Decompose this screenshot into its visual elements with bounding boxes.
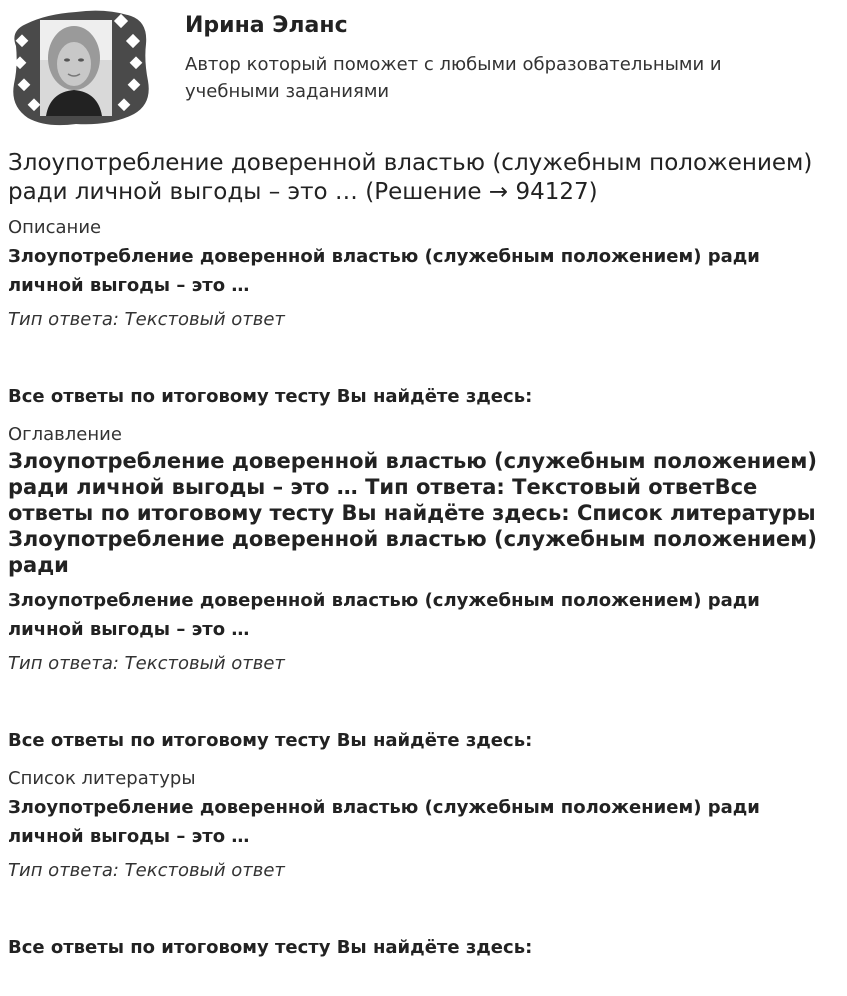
literature-label: Список литературы bbox=[8, 768, 196, 789]
page-title: Злоупотребление доверенной властью (служебным положением) ради личной выгоды – это … (Решение → 94127) bbox=[8, 150, 813, 205]
toc-question: Злоупотребление доверенной властью (служебным положением) ради личной выгоды – это … bbox=[8, 590, 760, 640]
literature-question: Злоупотребление доверенной властью (служебным положением) ради личной выгоды – это … bbox=[8, 797, 760, 847]
toc-title: Злоупотребление доверенной властью (служебным положением) ради личной выгоды – это … Тип ответа: Текстовый ответВсе ответы по итоговому тесту Вы найдёте здесь: Список литературы Злоупотребление доверенной властью (служебным положением) ради bbox=[8, 449, 818, 577]
literature-all-answers: Все ответы по итоговому тесту Вы найдёте здесь: bbox=[8, 937, 533, 958]
toc-answer-type: Тип ответа: Текстовый ответ bbox=[8, 653, 285, 674]
literature-section bbox=[8, 768, 828, 959]
author-name: Ирина Эланс bbox=[185, 13, 348, 38]
toc-section bbox=[8, 424, 828, 752]
description-section bbox=[8, 217, 828, 408]
description-question: Злоупотребление доверенной властью (служебным положением) ради личной выгоды – это … bbox=[8, 246, 760, 296]
toc-label: Оглавление bbox=[8, 424, 122, 445]
description-all-answers: Все ответы по итоговому тесту Вы найдёте здесь: bbox=[8, 386, 533, 407]
author-avatar bbox=[6, 6, 152, 128]
literature-answer-type: Тип ответа: Текстовый ответ bbox=[8, 860, 285, 881]
toc-all-answers: Все ответы по итоговому тесту Вы найдёте здесь: bbox=[8, 730, 533, 751]
description-answer-type: Тип ответа: Текстовый ответ bbox=[8, 309, 285, 330]
author-header bbox=[0, 0, 847, 130]
description-label: Описание bbox=[8, 217, 102, 238]
author-description: Автор который поможет с любыми образовательными и учебными заданиями bbox=[185, 54, 722, 102]
main-content bbox=[8, 149, 828, 959]
